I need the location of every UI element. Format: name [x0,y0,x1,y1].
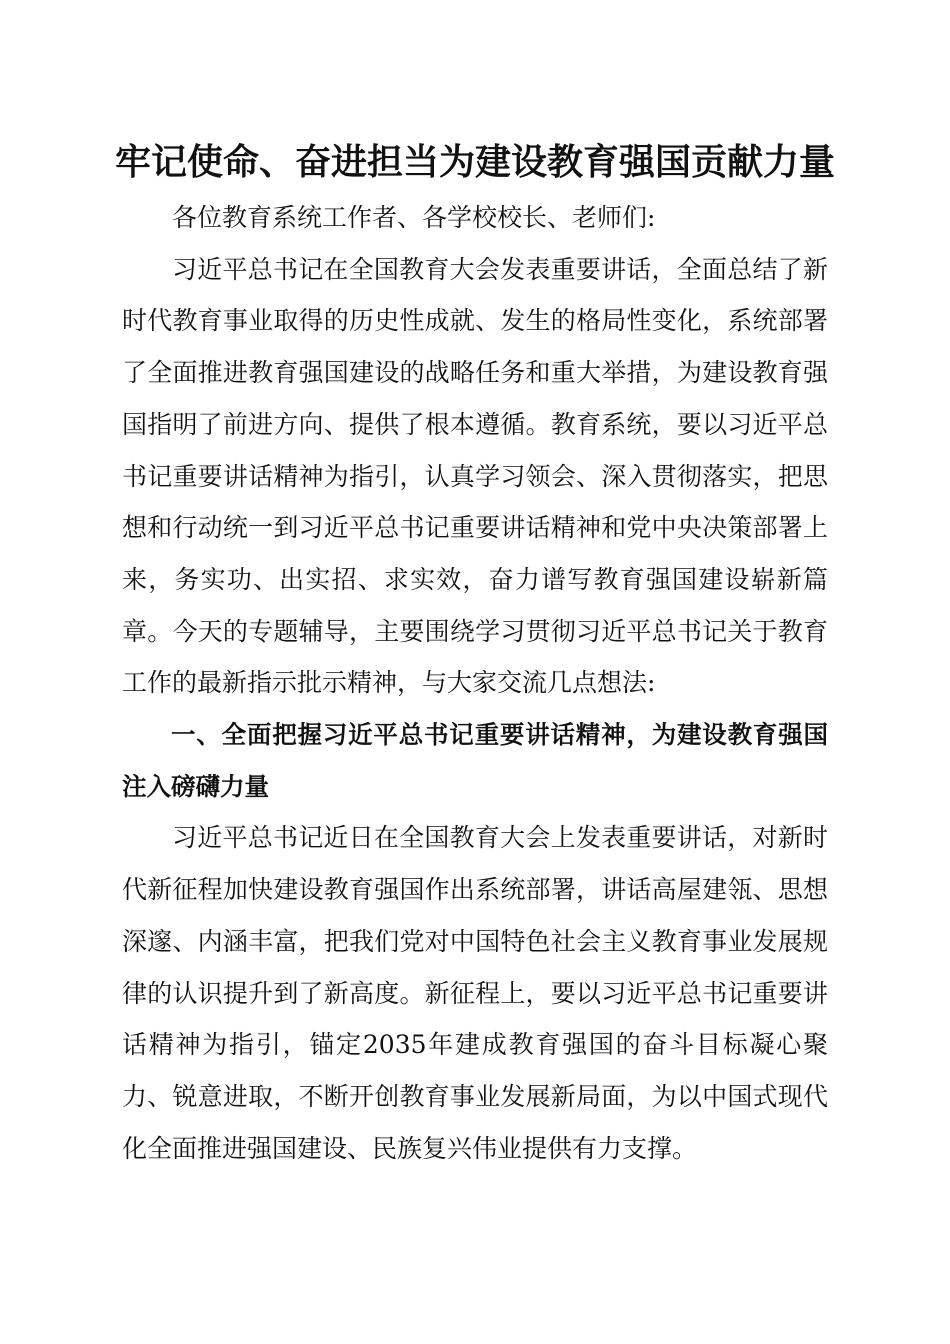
paragraph-2: 习近平总书记近日在全国教育大会上发表重要讲话，对新时代新征程加快建设教育强国作出系统部署，讲话高屋建瓴、思想深邃、内涵丰富，把我们党对中国特色社会主义教育事业发展规律的认识提升到了新高度。新征程上，要以习近平总书记重要讲话精神为指引，锚定2035年建成教育强国的奋斗目标凝心聚力、锐意进取，不断开创教育事业发展新局面，为以中国式现代化全面推进强国建设、民族复兴伟业提供有力支撑。 [122,823,828,1163]
salutation: 各位教育系统工作者、各学校校长、老师们: [172,203,656,232]
section-1-heading: 一、全面把握习近平总书记重要讲话精神，为建设教育强国注入磅礴力量 [122,720,828,801]
document-body [122,192,828,1174]
paragraph-1: 习近平总书记在全国教育大会发表重要讲话，全面总结了新时代教育事业取得的历史性成就、发生的格局性变化，系统部署了全面推进教育强国建设的战略任务和重大举措，为建设教育强国指明了前进方向、提供了根本遵循。教育系统，要以习近平总书记重要讲话精神为指引，认真学习领会、深入贯彻落实，把思想和行动统一到习近平总书记重要讲话精神和党中央决策部署上来，务实功、出实招、求实效，奋力谱写教育强国建设崭新篇章。今天的专题辅导，主要围绕学习贯彻习近平总书记关于教育工作的最新指示批示精神，与大家交流几点想法: [122,254,828,698]
document-title: 牢记使命、奋进担当为建设教育强国贡献力量 [114,141,835,183]
